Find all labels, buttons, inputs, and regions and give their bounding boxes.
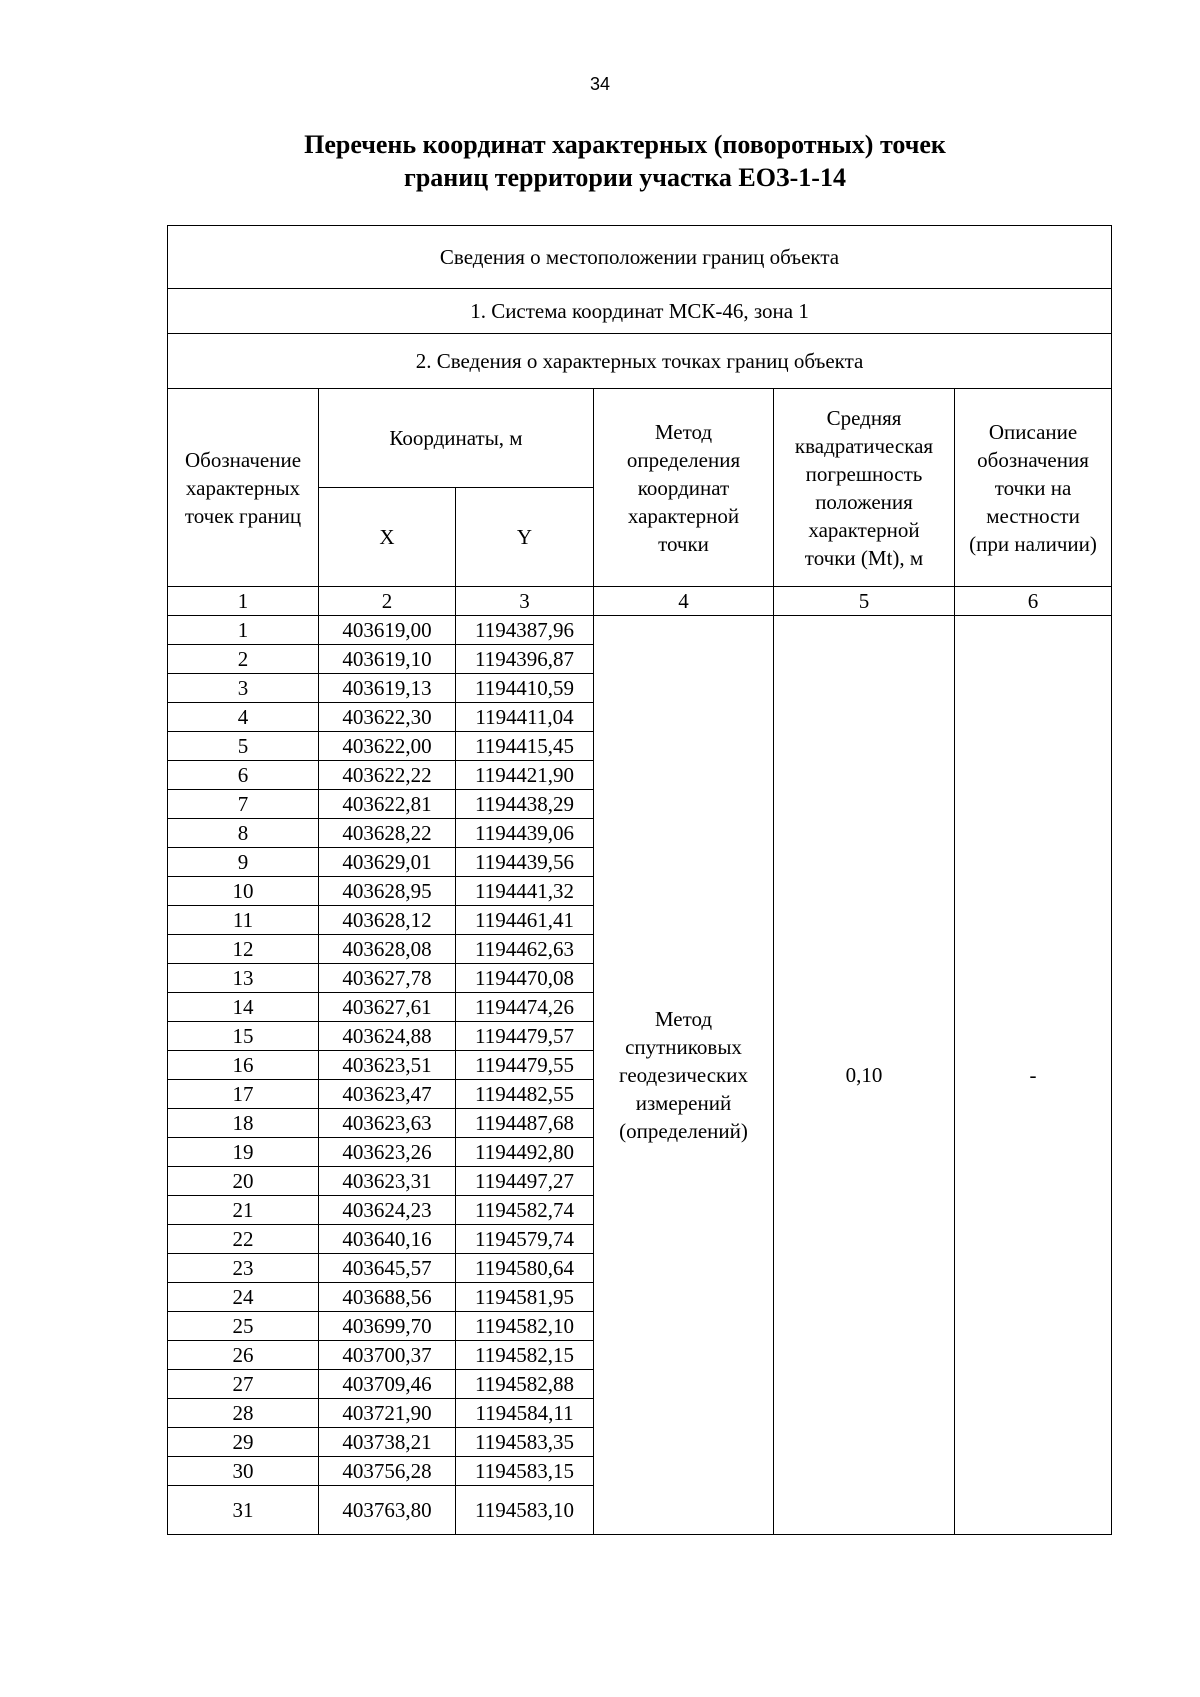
column-number: 2 — [319, 587, 456, 616]
header-error-line: квадратическая — [794, 433, 934, 458]
point-number: 13 — [168, 964, 319, 993]
page-title — [150, 128, 1100, 194]
method-value-line: спутниковых — [625, 1035, 742, 1059]
header-error-line: Средняя — [826, 405, 902, 430]
points-title: 2. Сведения о характерных точках границ объекта — [168, 334, 1112, 389]
point-number: 15 — [168, 1022, 319, 1051]
point-number: 6 — [168, 761, 319, 790]
method-value-line: Метод — [654, 1007, 713, 1031]
point-number: 22 — [168, 1225, 319, 1254]
header-description-line: местности — [986, 503, 1080, 528]
point-number: 20 — [168, 1167, 319, 1196]
header-error-line: погрешность — [805, 461, 923, 486]
point-y: 1194439,06 — [456, 819, 594, 848]
method-value-line: измерений — [635, 1091, 732, 1115]
header-method — [594, 389, 774, 587]
point-number: 3 — [168, 674, 319, 703]
point-y: 1194415,45 — [456, 732, 594, 761]
point-x: 403622,00 — [319, 732, 456, 761]
point-y: 1194411,04 — [456, 703, 594, 732]
point-y: 1194580,64 — [456, 1254, 594, 1283]
point-number: 21 — [168, 1196, 319, 1225]
point-y: 1194470,08 — [456, 964, 594, 993]
point-number: 26 — [168, 1341, 319, 1370]
point-y: 1194438,29 — [456, 790, 594, 819]
point-x: 403721,90 — [319, 1399, 456, 1428]
header-coordinates: Координаты, м — [319, 389, 594, 488]
point-y: 1194462,63 — [456, 935, 594, 964]
point-y: 1194583,10 — [456, 1486, 594, 1535]
header-method-line: характерной — [627, 503, 740, 528]
header-y: Y — [456, 488, 594, 587]
point-number: 1 — [168, 616, 319, 645]
point-x: 403623,51 — [319, 1051, 456, 1080]
point-y: 1194583,35 — [456, 1428, 594, 1457]
header-method-line: точки — [658, 531, 709, 556]
point-y: 1194582,15 — [456, 1341, 594, 1370]
point-y: 1194497,27 — [456, 1167, 594, 1196]
header-designation — [168, 389, 319, 587]
header-description-line: (при наличии) — [969, 531, 1097, 556]
header-description-line: Описание — [988, 419, 1078, 444]
point-x: 403619,13 — [319, 674, 456, 703]
page-number: 34 — [589, 74, 611, 94]
point-x: 403622,81 — [319, 790, 456, 819]
point-y: 1194439,56 — [456, 848, 594, 877]
point-number: 12 — [168, 935, 319, 964]
method-value-line: геодезических — [618, 1063, 748, 1087]
point-x: 403640,16 — [319, 1225, 456, 1254]
point-x: 403623,26 — [319, 1138, 456, 1167]
point-x: 403628,22 — [319, 819, 456, 848]
point-number: 2 — [168, 645, 319, 674]
header-x: X — [319, 488, 456, 587]
point-x: 403627,78 — [319, 964, 456, 993]
header-method-line: определения — [626, 447, 741, 472]
header-designation-line: точек границ — [184, 503, 302, 528]
table-row — [168, 616, 1112, 645]
header-designation-line: Обозначение — [184, 447, 302, 472]
point-y: 1194582,10 — [456, 1312, 594, 1341]
header-error-line: характерной — [808, 517, 920, 542]
point-y: 1194474,26 — [456, 993, 594, 1022]
column-number: 4 — [594, 587, 774, 616]
point-number: 4 — [168, 703, 319, 732]
point-y: 1194479,55 — [456, 1051, 594, 1080]
point-y: 1194579,74 — [456, 1225, 594, 1254]
point-x: 403619,00 — [319, 616, 456, 645]
point-number: 25 — [168, 1312, 319, 1341]
point-number: 17 — [168, 1080, 319, 1109]
column-number: 5 — [774, 587, 955, 616]
point-number: 28 — [168, 1399, 319, 1428]
point-x: 403627,61 — [319, 993, 456, 1022]
point-y: 1194387,96 — [456, 616, 594, 645]
point-x: 403763,80 — [319, 1486, 456, 1535]
title-line-1: Перечень координат характерных (поворотных) точек — [304, 130, 946, 159]
point-number: 19 — [168, 1138, 319, 1167]
point-number: 29 — [168, 1428, 319, 1457]
point-y: 1194581,95 — [456, 1283, 594, 1312]
point-y: 1194410,59 — [456, 674, 594, 703]
header-description-line: обозначения — [977, 447, 1089, 472]
point-y: 1194461,41 — [456, 906, 594, 935]
point-number: 30 — [168, 1457, 319, 1486]
point-x: 403623,47 — [319, 1080, 456, 1109]
point-y: 1194487,68 — [456, 1109, 594, 1138]
point-y: 1194421,90 — [456, 761, 594, 790]
point-number: 5 — [168, 732, 319, 761]
point-x: 403628,95 — [319, 877, 456, 906]
point-x: 403622,30 — [319, 703, 456, 732]
point-y: 1194479,57 — [456, 1022, 594, 1051]
point-x: 403624,23 — [319, 1196, 456, 1225]
point-x: 403700,37 — [319, 1341, 456, 1370]
point-number: 11 — [168, 906, 319, 935]
point-y: 1194492,80 — [456, 1138, 594, 1167]
point-x: 403709,46 — [319, 1370, 456, 1399]
point-x: 403629,01 — [319, 848, 456, 877]
header-method-line: координат — [637, 475, 730, 500]
point-y: 1194441,32 — [456, 877, 594, 906]
point-x: 403628,08 — [319, 935, 456, 964]
header-error-line: положения — [815, 489, 913, 514]
point-number: 16 — [168, 1051, 319, 1080]
point-x: 403699,70 — [319, 1312, 456, 1341]
point-number: 23 — [168, 1254, 319, 1283]
column-number: 1 — [168, 587, 319, 616]
point-x: 403619,10 — [319, 645, 456, 674]
header-description-line: точки на — [994, 475, 1072, 500]
point-x: 403623,31 — [319, 1167, 456, 1196]
coordinate-system: 1. Система координат МСК-46, зона 1 — [168, 289, 1112, 334]
point-y: 1194482,55 — [456, 1080, 594, 1109]
point-y: 1194582,88 — [456, 1370, 594, 1399]
point-x: 403624,88 — [319, 1022, 456, 1051]
point-x: 403645,57 — [319, 1254, 456, 1283]
method-value — [594, 616, 774, 1535]
error-value: 0,10 — [774, 616, 955, 1535]
point-number: 18 — [168, 1109, 319, 1138]
point-y: 1194582,74 — [456, 1196, 594, 1225]
point-x: 403623,63 — [319, 1109, 456, 1138]
point-x: 403738,21 — [319, 1428, 456, 1457]
point-number: 8 — [168, 819, 319, 848]
header-error-line: точки (Mt), м — [804, 545, 924, 570]
point-number: 14 — [168, 993, 319, 1022]
section-title: Сведения о местоположении границ объекта — [168, 226, 1112, 289]
point-x: 403688,56 — [319, 1283, 456, 1312]
point-number: 10 — [168, 877, 319, 906]
point-y: 1194396,87 — [456, 645, 594, 674]
header-error — [774, 389, 955, 587]
column-number: 3 — [456, 587, 594, 616]
coordinates-table — [167, 225, 1112, 1535]
point-number: 9 — [168, 848, 319, 877]
point-y: 1194584,11 — [456, 1399, 594, 1428]
description-value: - — [955, 616, 1112, 1535]
header-description — [955, 389, 1112, 587]
point-y: 1194583,15 — [456, 1457, 594, 1486]
point-number: 31 — [168, 1486, 319, 1535]
point-x: 403622,22 — [319, 761, 456, 790]
header-method-line: Метод — [654, 419, 713, 444]
point-x: 403756,28 — [319, 1457, 456, 1486]
header-designation-line: характерных — [185, 475, 301, 500]
title-line-2: границ территории участка ЕОЗ-1-14 — [404, 163, 846, 192]
column-number: 6 — [955, 587, 1112, 616]
point-number: 7 — [168, 790, 319, 819]
point-x: 403628,12 — [319, 906, 456, 935]
point-number: 27 — [168, 1370, 319, 1399]
point-number: 24 — [168, 1283, 319, 1312]
method-value-line: (определений) — [619, 1119, 748, 1143]
